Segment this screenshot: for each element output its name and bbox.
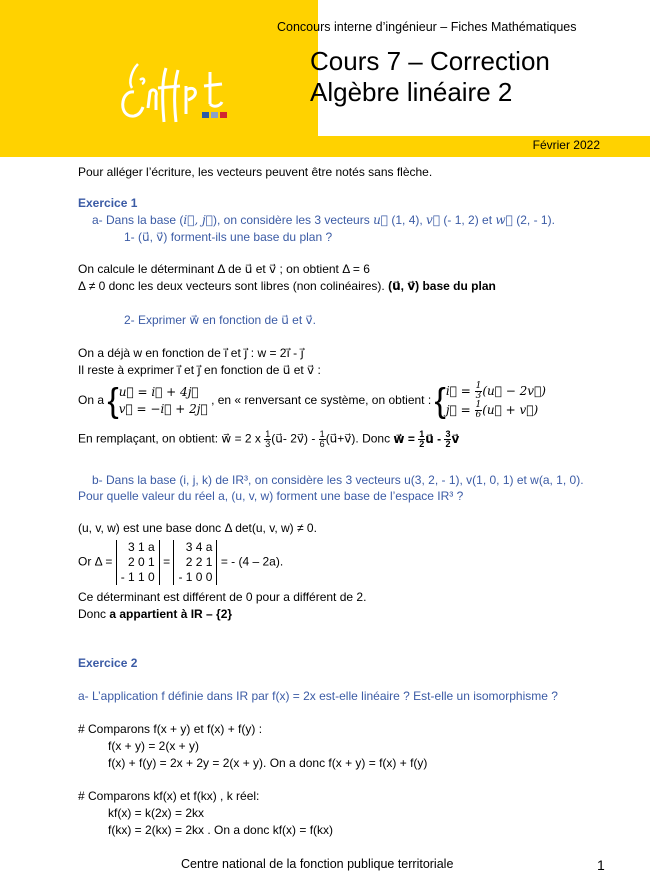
ex1-a-u: (1, 4), (391, 213, 423, 227)
intro-text: Pour alléger l’écriture, les vecteurs peuvent être notés sans flèche. (78, 165, 433, 179)
ex2-compare-2: # Comparons kf(x) et f(kx) , k réel: (78, 789, 260, 803)
ex2-compare-1: # Comparons f(x + y) et f(x) + f(y) : (78, 722, 263, 736)
page-title (310, 46, 550, 108)
ex1-question-b-line2: Pour quelle valeur du réel a, (u, v, w) forment une base de l’espace IR³ ? (78, 489, 464, 503)
ex1-answer-1-text: Δ ≠ 0 donc les deux vecteurs sont libres (non colinéaires). (78, 279, 385, 293)
left-brace-icon-2: { (434, 382, 446, 420)
ex1-system (119, 384, 208, 418)
exercise-2-title: Exercice 2 (78, 656, 138, 670)
ex1-sys-row1: u⃗ = i⃗ + 4j⃗ (118, 385, 199, 399)
ex1-sys-prefix: On a (78, 393, 105, 408)
title-line-1: Cours 7 – Correction (310, 46, 550, 76)
title-line-2: Algèbre linéaire 2 (310, 77, 513, 107)
exercise-1-title: Exercice 1 (78, 196, 138, 210)
ex1-answer-1-line1: On calcule le déterminant Δ de u⃗ et v⃗ ; on obtient Δ = 6 (78, 262, 370, 276)
ex1-question-b-line1: b- Dans la base (i, j, k) de IR³, on considère les 3 vecteurs u(3, 2, - 1), v(1, 0, 1) et w(a, 1, 0). (92, 473, 584, 487)
header-yellow-stripe (318, 136, 650, 157)
ex1-sys-row2: v⃗ = −i⃗ + 2j⃗ (118, 402, 208, 416)
header-caption: Concours interne d’ingénieur – Fiches Mathématiques (277, 20, 577, 34)
header-date: Février 2022 (532, 138, 600, 152)
ex1-replacement-line: En remplaçant, on obtient: w⃗ = 2 x $\frac{1}{3}$ (u⃗- 2v⃗) - $\frac{1}{6}$ (u⃗+v⃗). Donc w⃗ = $\frac{1}{2}$ u⃗ - $\frac{3}{2}$ v⃗ (78, 429, 460, 449)
ex1-a-w: (2, - 1). (516, 213, 555, 227)
ex1-question-1: 1- (u⃗, v⃗) forment-ils une base du plan ? (124, 230, 333, 244)
ex2-question-a: a- L’application f définie dans IR par f(x) = 2x est-elle linéaire ? Est-elle un isomorphisme ? (78, 689, 558, 703)
ex1-answer-1-line2 (78, 278, 496, 295)
ex1-solution: i⃗ = $\frac{1}{3}$ (u⃗ − 2v⃗) j⃗ = $\frac{1}{6}$ (u⃗ + v⃗) (445, 381, 546, 420)
ex1-system-line (78, 382, 546, 420)
footer-text: Centre national de la fonction publique territoriale (181, 857, 454, 871)
ex1-b-answer-3: Donc a appartient à IR – {2} (78, 607, 233, 621)
ex1-question-2: 2- Exprimer w⃗ en fonction de u⃗ et v⃗. (124, 313, 316, 327)
determinant-2: 3 4 a 2 2 1 - 1 0 0 (173, 540, 217, 585)
ex1-sys-mid: , en « renversant ce système, on obtient : (211, 393, 432, 408)
ex1-b-answer-1: (u, v, w) est une base donc Δ det(u, v, w) ≠ 0. (78, 521, 317, 535)
cnfpt-logo (116, 60, 246, 130)
ex1-answer-2-line2: Il reste à exprimer i⃗ et j⃗ en fonction de u⃗ et v⃗ : (78, 363, 321, 377)
ex2-compare-2-line1: kf(x) = k(2x) = 2kx (108, 806, 205, 820)
page-number: 1 (597, 857, 605, 873)
ex1-determinant-line: Or Δ = 3 1 a 2 0 1 - 1 1 0 = 3 4 a 2 2 1 - 1 0 0 = - (4 – 2a). (78, 540, 284, 584)
ex1-a-prefix: a- Dans la base ( (92, 213, 184, 227)
left-brace-icon: { (107, 382, 119, 420)
ex1-answer-1-conclusion: (u⃗, v⃗) base du plan (388, 279, 496, 293)
ex1-b-answer-2: Ce déterminant est différent de 0 pour a différent de 2. (78, 590, 367, 604)
ex1-a-v: (- 1, 2) et (443, 213, 493, 227)
ex2-compare-2-line2: f(kx) = 2(kx) = 2kx . On a donc kf(x) = f(kx) (108, 823, 334, 837)
ex1-question-a: a- Dans la base (i⃗, j⃗), on considère les 3 vecteurs u⃗ (1, 4), v⃗ (- 1, 2) et w⃗ (2, - 1). (92, 213, 555, 227)
determinant-1: 3 1 a 2 0 1 - 1 1 0 (116, 540, 160, 585)
ex2-compare-1-line2: f(x) + f(y) = 2x + 2y = 2(x + y). On a donc f(x + y) = f(x) + f(y) (108, 756, 428, 770)
ex1-answer-2-line1: On a déjà w en fonction de i⃗ et j⃗ : w = 2i⃗ - j⃗ (78, 346, 304, 360)
ex2-compare-1-line1: f(x + y) = 2(x + y) (108, 739, 200, 753)
ex1-a-text: ), on considère les 3 vecteurs (212, 213, 370, 227)
